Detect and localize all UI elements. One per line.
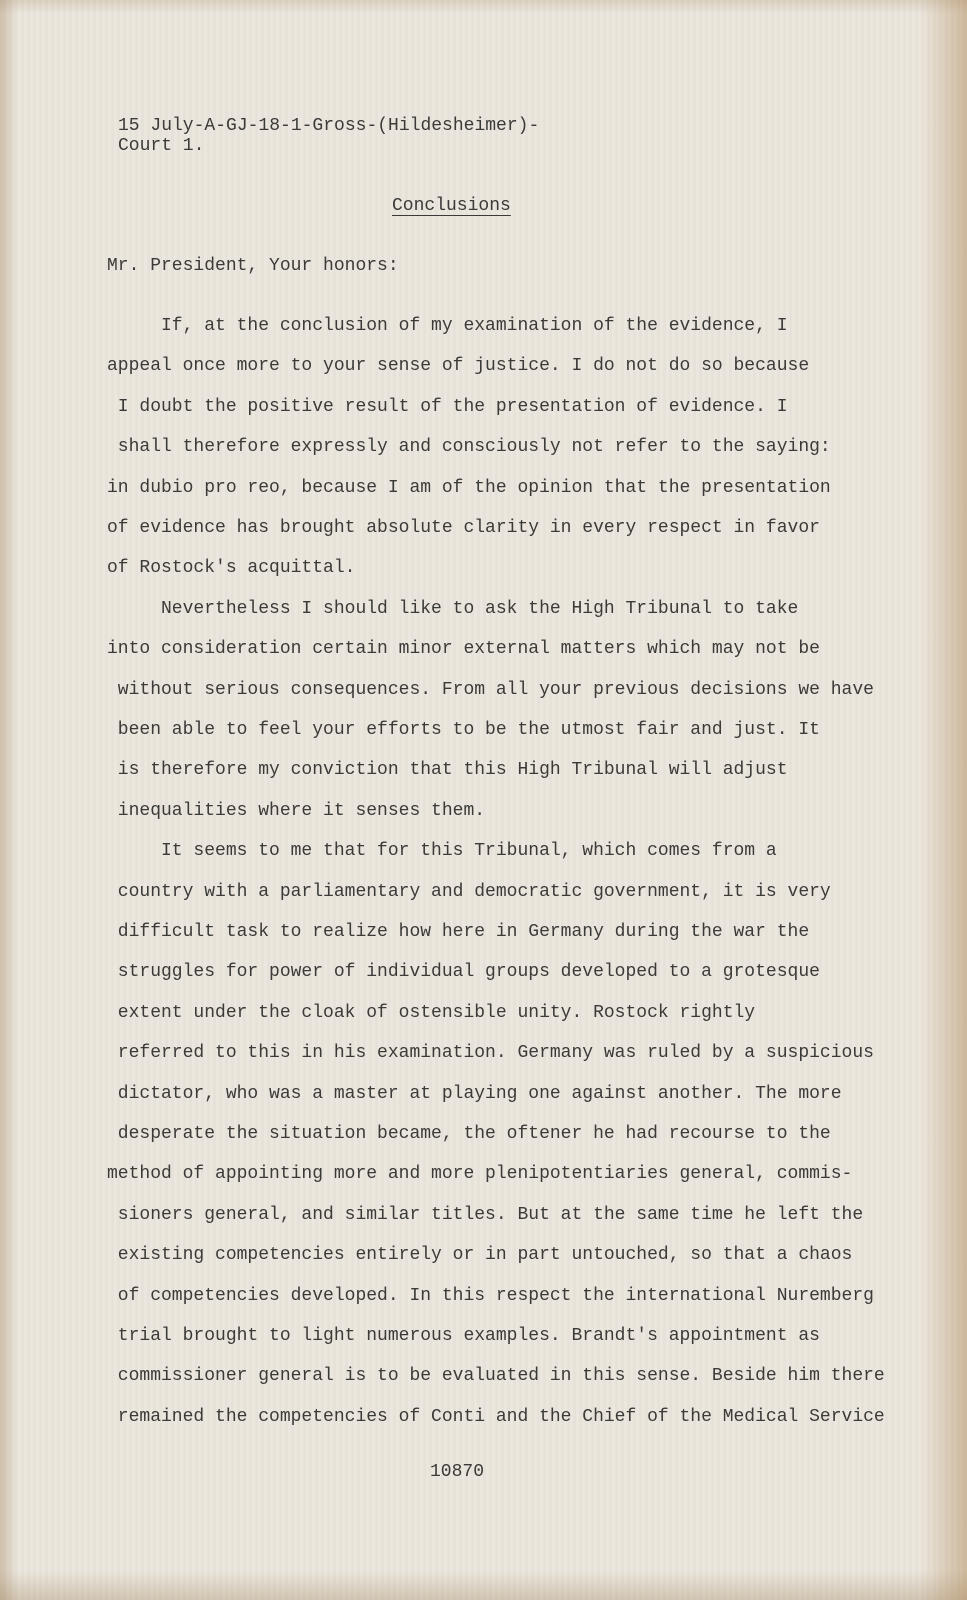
body-line: is therefore my conviction that this High Tribunal will adjust bbox=[107, 760, 788, 781]
body-line: appeal once more to your sense of justice. I do not do so because bbox=[107, 356, 810, 377]
body-line: inequalities where it senses them. bbox=[107, 800, 486, 821]
body-line: without serious consequences. From all your previous decisions we have bbox=[107, 679, 874, 700]
body-line: referred to this in his examination. Germany was ruled by a suspicious bbox=[107, 1043, 874, 1064]
body-line: into consideration certain minor external matters which may not be bbox=[107, 639, 820, 660]
body-line: country with a parliamentary and democratic government, it is very bbox=[107, 881, 831, 902]
body-line: shall therefore expressly and consciously not refer to the saying: bbox=[107, 437, 831, 458]
body-line: of Rostock's acquittal. bbox=[107, 558, 356, 579]
body-line: of evidence has brought absolute clarity in every respect in favor bbox=[107, 518, 820, 538]
header-line-1: 15 July-A-GJ-18-1-Gross-(Hildesheimer)- bbox=[118, 116, 540, 136]
body-line: sioners general, and similar titles. But at the same time he left the bbox=[107, 1204, 864, 1225]
body-line: I doubt the positive result of the presentation of evidence. I bbox=[107, 396, 788, 417]
body-line: in dubio pro reo, because I am of the opinion that the presentation bbox=[107, 477, 831, 498]
body-line: commissioner general is to be evaluated in this sense. Beside him there bbox=[107, 1366, 885, 1387]
body-line: desperate the situation became, the oftener he had recourse to the bbox=[107, 1124, 831, 1144]
body-line: struggles for power of individual groups developed to a grotesque bbox=[107, 962, 820, 983]
document-title: Conclusions bbox=[392, 196, 511, 216]
body-line: remained the competencies of Conti and the Chief of the Medical Service bbox=[107, 1406, 885, 1427]
page-number: 10870 bbox=[430, 1462, 485, 1482]
body-line: method of appointing more and more plenipotentiaries general, commis- bbox=[107, 1164, 853, 1185]
header-line-2: Court 1. bbox=[118, 136, 205, 156]
body-line: trial brought to light numerous examples. Brandt's appointment as bbox=[107, 1326, 820, 1346]
body-line: extent under the cloak of ostensible unity. Rostock rightly bbox=[107, 1002, 756, 1023]
salutation: Mr. President, Your honors: bbox=[107, 256, 399, 276]
body-line: of competencies developed. In this respect the international Nuremberg bbox=[107, 1285, 874, 1306]
body-line: dictator, who was a master at playing one against another. The more bbox=[107, 1083, 842, 1104]
body-line: It seems to me that for this Tribunal, which comes from a bbox=[107, 841, 777, 862]
body-line: If, at the conclusion of my examination of the evidence, I bbox=[107, 316, 788, 336]
body-line: difficult task to realize how here in Germany during the war the bbox=[107, 922, 810, 942]
body-line: been able to feel your efforts to be the utmost fair and just. It bbox=[107, 720, 820, 740]
body-line: Nevertheless I should like to ask the High Tribunal to take bbox=[107, 598, 799, 619]
body-line: existing competencies entirely or in part untouched, so that a chaos bbox=[107, 1245, 853, 1266]
